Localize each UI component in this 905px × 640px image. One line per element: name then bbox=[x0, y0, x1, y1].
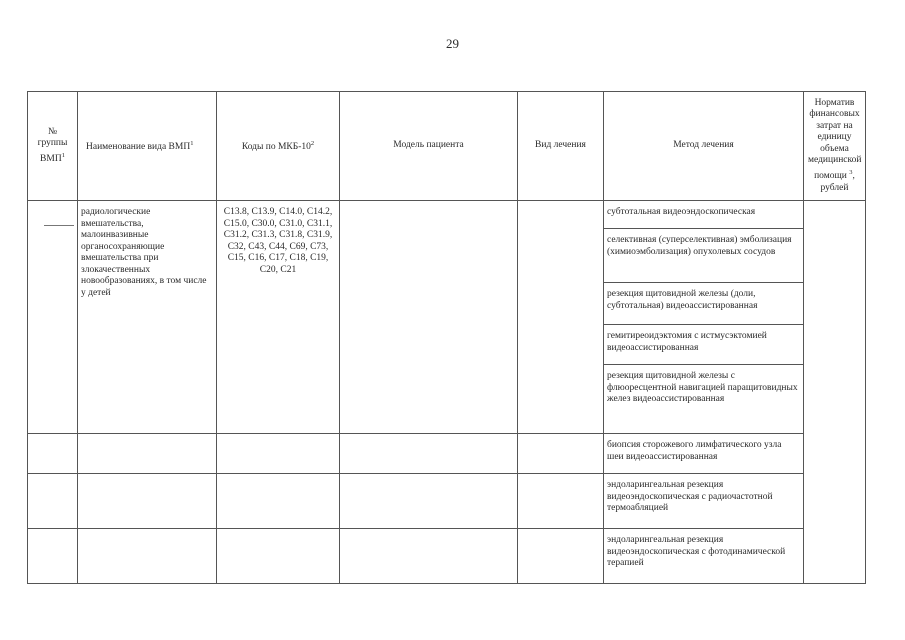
method-cell: эндоларингеальная резекция видеоэндоскопическая с фотодинамической терапией bbox=[604, 529, 804, 584]
header-model: Модель пациента bbox=[340, 92, 518, 201]
method-cell: эндоларингеальная резекция видеоэндоскопическая с радиочастотной термоабляцией bbox=[604, 474, 804, 529]
table-row bbox=[28, 529, 866, 584]
method-cell: субтотальная видеоэндоскопическая bbox=[604, 201, 804, 229]
model-cell bbox=[340, 201, 518, 434]
group-cell bbox=[28, 474, 78, 529]
method-cell: гемитиреоидэктомия с истмусэктомией видеоассистированная bbox=[604, 325, 804, 365]
table-row bbox=[28, 434, 866, 474]
treatment-cell bbox=[518, 474, 604, 529]
name-cell bbox=[78, 474, 217, 529]
method-cell: резекция щитовидной железы с флюоресцентной навигацией паращитовидных желез видеоассистированная bbox=[604, 365, 804, 434]
header-treatment: Вид лечения bbox=[518, 92, 604, 201]
group-cell bbox=[28, 201, 78, 434]
header-norm: Норматив финансовых затрат на единицу объема медицинской помощи $^3$, рублей bbox=[804, 92, 866, 201]
header-codes: Коды по МКБ-$10^2$ bbox=[217, 92, 340, 201]
name-cell bbox=[78, 529, 217, 584]
codes-cell bbox=[217, 434, 340, 474]
name-cell: радиологические вмешательства, малоинвазивные органосохраняющие вмешательства при злокачественных новообразованиях, в том числе у детей bbox=[78, 201, 217, 434]
header-row bbox=[28, 92, 866, 201]
method-cell: биопсия сторожевого лимфатического узла шеи видеоассистированная bbox=[604, 434, 804, 474]
name-cell bbox=[78, 434, 217, 474]
model-cell bbox=[340, 529, 518, 584]
group-cell bbox=[28, 434, 78, 474]
method-cell: резекция щитовидной железы (доли, субтотальная) видеоассистированная bbox=[604, 283, 804, 325]
codes-cell bbox=[217, 529, 340, 584]
norm-cell bbox=[804, 201, 866, 584]
codes-cell bbox=[217, 474, 340, 529]
treatment-cell bbox=[518, 529, 604, 584]
table-row bbox=[28, 201, 866, 229]
method-cell: селективная (суперселективная) эмболизация (химиоэмболизация) опухолевых сосудов bbox=[604, 229, 804, 283]
header-method: Метод лечения bbox=[604, 92, 804, 201]
vmp-table bbox=[27, 91, 866, 584]
treatment-cell bbox=[518, 201, 604, 434]
page-number: 29 bbox=[446, 36, 459, 51]
model-cell bbox=[340, 474, 518, 529]
codes-cell: C13.8, C13.9, C14.0, C14.2, C15.0, C30.0, C31.0, C31.1, C31.2, C31.3, C31.8, C31.9, C32, C43, C44, C69, C73, C15, C16, C17, C18, C19, C20, C21 bbox=[217, 201, 340, 434]
treatment-cell bbox=[518, 434, 604, 474]
header-name: Наименование вида ВМП$^1$ bbox=[78, 92, 217, 201]
header-group: № группы ВМП$^1$ bbox=[28, 92, 78, 201]
table-row bbox=[28, 474, 866, 529]
model-cell bbox=[340, 434, 518, 474]
group-cell bbox=[28, 529, 78, 584]
